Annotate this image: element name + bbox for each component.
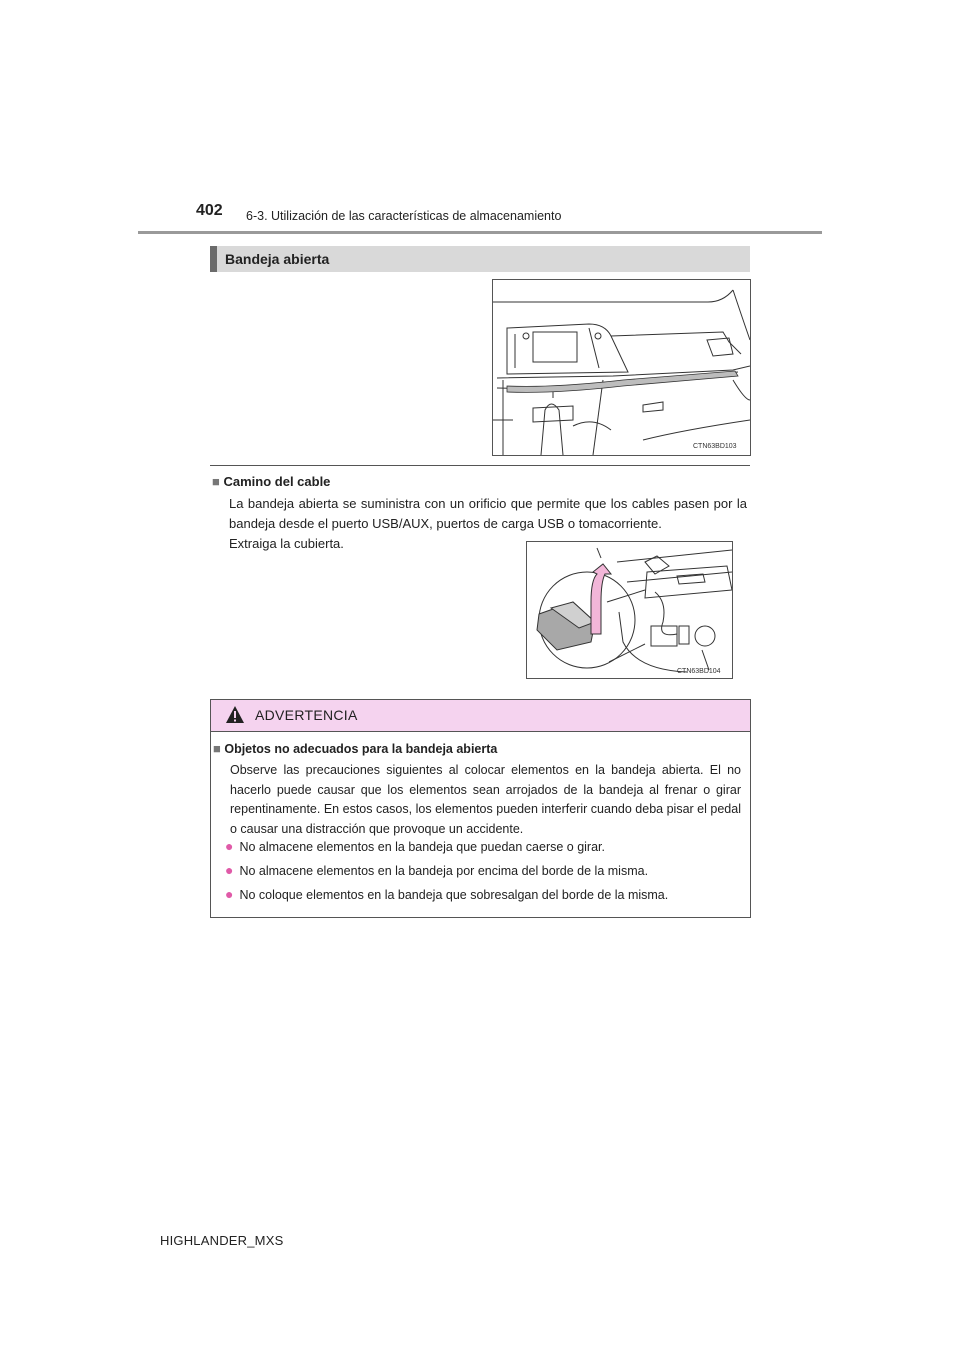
cover-removal-illustration [526,541,733,679]
section-title: Bandeja abierta [225,251,330,267]
warning-item-text: No almacene elementos en la bandeja por encima del borde de la misma. [239,864,649,878]
footer-model: HIGHLANDER_MXS [160,1233,284,1248]
page-number: 402 [196,202,223,219]
section-divider [210,465,750,466]
step-text: Extraiga la cubierta. [229,536,344,551]
subsection-heading [212,474,330,489]
bullet-dot-icon: ● [225,838,234,854]
header-divider [138,231,822,234]
warning-box [210,699,751,918]
warning-body: Observe las precauciones siguientes al colocar elementos en la bandeja abierta. El no hacerlo puede causar que los elementos sean arrojados de la bandeja al frenar o girar repentinamente. En estos casos, los elementos pueden interferir cuando deba pisar el pedal o causar una distracción que provoque un accidente. [230,763,741,836]
warning-list-item [225,838,605,854]
subsection-title: Camino del cable [223,474,331,489]
warning-header [211,700,750,732]
bullet-dot-icon: ● [225,862,234,878]
cover-removal-drawing [527,542,732,678]
section-header-bar [210,246,217,272]
warning-list-item [225,886,668,902]
warning-subheading-text: Objetos no adecuados para la bandeja abierta [224,742,498,756]
warning-triangle-icon [225,705,245,724]
figure-code: CTN63BD104 [677,668,721,675]
dashboard-illustration [492,279,751,456]
figure-code: CTN63BD103 [693,443,737,450]
warning-subheading [213,741,497,756]
warning-item-text: No coloque elementos en la bandeja que sobresalgan del borde de la misma. [239,888,669,902]
warning-title: ADVERTENCIA [255,707,358,723]
warning-list-item [225,862,648,878]
section-header [210,246,750,272]
chapter-title: 6-3. Utilización de las características de almacenamiento [246,209,562,223]
square-bullet-icon: ■ [212,474,220,489]
subsection-body: La bandeja abierta se suministra con un orificio que permite que los cables pasen por la bandeja desde el puerto USB/AUX, puertos de carga USB o tomacorriente. [229,496,747,531]
dashboard-drawing [493,280,750,455]
warning-item-text: No almacene elementos en la bandeja que puedan caerse o girar. [239,840,605,854]
square-bullet-icon: ■ [213,741,221,756]
bullet-dot-icon: ● [225,886,234,902]
